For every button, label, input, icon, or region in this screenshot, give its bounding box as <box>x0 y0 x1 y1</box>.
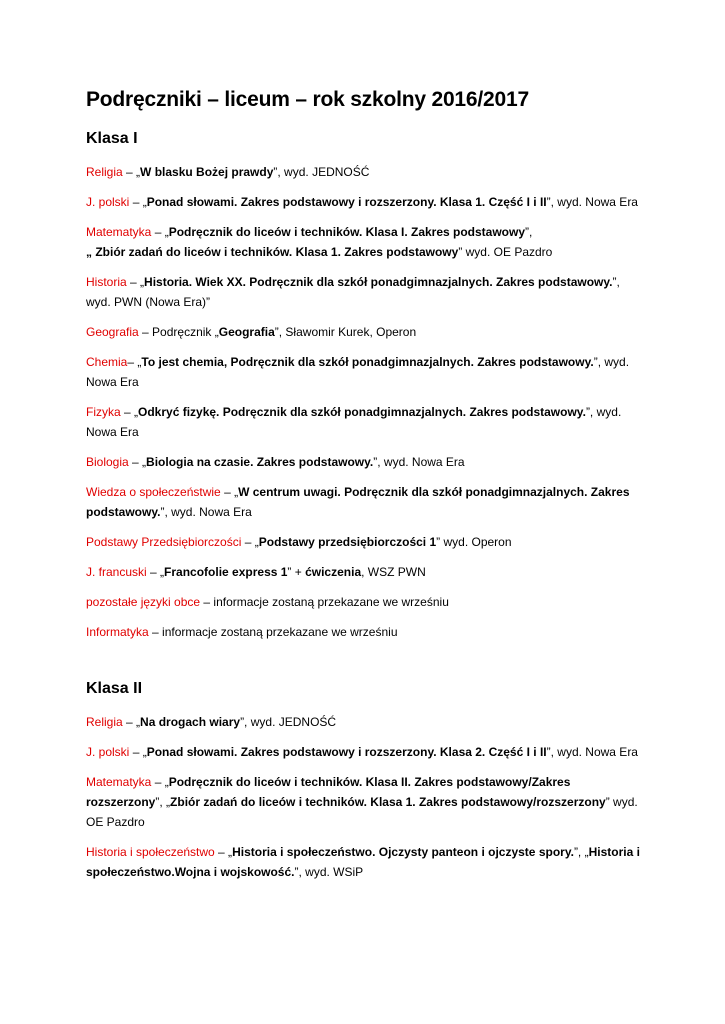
entry-historia-spoleczenstwo-2: Historia i społeczeństwo – „Historia i społeczeństwo. Ojczysty panteon i ojczyste spory.”, „Historia i społeczeństwo.Wojna i wojskowość.”, wyd. WSiP <box>86 845 640 879</box>
subject-label: Geografia <box>86 325 139 339</box>
book-title: ćwiczenia <box>305 565 362 579</box>
section-heading-klasa-2: Klasa II <box>86 680 143 697</box>
entry-polski-1: J. polski – „Ponad słowami. Zakres podstawowy i rozszerzony. Klasa 1. Część I i II”, wyd. Nowa Era <box>86 195 638 209</box>
book-title: Biologia na czasie. Zakres podstawowy. <box>146 455 374 469</box>
book-title: Ponad słowami. Zakres podstawowy i rozszerzony. Klasa 1. Część I i II <box>146 195 547 209</box>
book-title: Na drogach wiary <box>140 715 241 729</box>
entry-geografia-1: Geografia – Podręcznik „Geografia”, Sławomir Kurek, Operon <box>86 325 417 339</box>
entry-matematyka-2: Matematyka – „Podręcznik do liceów i techników. Klasa II. Zakres podstawowy/Zakres rozszerzony”, „Zbiór zadań do liceów i techników. Klasa 1. Zakres podstawowy/rozszerzony” wyd. OE Pazdro <box>86 775 638 829</box>
entry-matematyka-1: Matematyka – „Podręcznik do liceów i techników. Klasa I. Zakres podstawowy”, „ Zbiór zadań do liceów i techników. Klasa 1. Zakres podstawowy” wyd. OE Pazdro <box>86 225 553 259</box>
book-title: To jest chemia, Podręcznik dla szkół ponadgimnazjalnych. Zakres podstawowy. <box>141 355 594 369</box>
subject-label: Religia <box>86 715 123 729</box>
subject-label: J. polski <box>86 195 130 209</box>
book-title: Geografia <box>218 325 275 339</box>
entry-informatyka-1: Informatyka – informacje zostaną przekazane we wrześniu <box>86 625 398 639</box>
subject-label: Historia <box>86 275 127 289</box>
entry-religia-2: Religia – „Na drogach wiary”, wyd. JEDNOŚĆ <box>86 715 337 729</box>
book-title: Historia i społeczeństwo.Wojna i wojskowość. <box>86 845 640 879</box>
book-title: Ponad słowami. Zakres podstawowy i rozszerzony. Klasa 2. Część I i II <box>146 745 547 759</box>
subject-label: pozostałe języki obce <box>86 595 201 609</box>
subject-label: Matematyka <box>86 225 152 239</box>
entry-fizyka-1: Fizyka – „Odkryć fizykę. Podręcznik dla szkół ponadgimnazjalnych. Zakres podstawowy.”, wyd. Nowa Era <box>86 405 622 439</box>
book-title: W blasku Bożej prawdy <box>140 165 274 179</box>
book-title: Francofolie express 1 <box>164 565 288 579</box>
book-title: W centrum uwagi. Podręcznik dla szkół ponadgimnazjalnych. Zakres podstawowy. <box>86 485 630 519</box>
entry-jezyki-obce-1: pozostałe języki obce – informacje zostaną przekazane we wrześniu <box>86 595 449 609</box>
subject-label: Historia i społeczeństwo <box>86 845 215 859</box>
book-title: Podręcznik do liceów i techników. Klasa II. Zakres podstawowy/Zakres rozszerzony <box>86 775 571 809</box>
book-title: Odkryć fizykę. Podręcznik dla szkół ponadgimnazjalnych. Zakres podstawowy. <box>138 405 586 419</box>
subject-label: J. francuski <box>86 565 147 579</box>
book-title: „ Zbiór zadań do liceów i techników. Klasa 1. Zakres podstawowy <box>86 245 459 259</box>
subject-label: Informatyka <box>86 625 149 639</box>
subject-label: Podstawy Przedsiębiorczości <box>86 535 242 549</box>
subject-label: J. polski <box>86 745 130 759</box>
book-title: Zbiór zadań do liceów i techników. Klasa 1. Zakres podstawowy/rozszerzony <box>170 795 606 809</box>
subject-label: Religia <box>86 165 123 179</box>
entry-podstawy-przedsiebiorczosci-1: Podstawy Przedsiębiorczości – „Podstawy przedsiębiorczości 1” wyd. Operon <box>86 535 512 549</box>
book-title: Historia i społeczeństwo. Ojczysty panteon i ojczyste spory. <box>232 845 574 859</box>
subject-label: Matematyka <box>86 775 152 789</box>
book-title: Podstawy przedsiębiorczości 1 <box>258 535 437 549</box>
section-spacer <box>86 652 646 678</box>
section-heading-klasa-1: Klasa I <box>86 130 138 147</box>
subject-label: Biologia <box>86 455 129 469</box>
book-title: Historia. Wiek XX. Podręcznik dla szkół ponadgimnazjalnych. Zakres podstawowy. <box>144 275 613 289</box>
book-title: Podręcznik do liceów i techników. Klasa I. Zakres podstawowy <box>168 225 526 239</box>
subject-label: Wiedza o społeczeństwie <box>86 485 221 499</box>
subject-label: Fizyka <box>86 405 121 419</box>
entry-historia-1: Historia – „Historia. Wiek XX. Podręcznik dla szkół ponadgimnazjalnych. Zakres podstawowy.”, wyd. PWN (Nowa Era)” <box>86 275 620 309</box>
entry-wos-1: Wiedza o społeczeństwie – „W centrum uwagi. Podręcznik dla szkół ponadgimnazjalnych. Zakres podstawowy.”, wyd. Nowa Era <box>86 485 630 519</box>
entry-francuski-1: J. francuski – „Francofolie express 1” + ćwiczenia, WSZ PWN <box>86 565 426 579</box>
entry-chemia-1: Chemia– „To jest chemia, Podręcznik dla szkół ponadgimnazjalnych. Zakres podstawowy.”, wyd. Nowa Era <box>86 355 630 389</box>
document-page <box>86 86 646 892</box>
page-title: Podręczniki – liceum – rok szkolny 2016/2017 <box>86 88 529 111</box>
entry-biologia-1: Biologia – „Biologia na czasie. Zakres podstawowy.”, wyd. Nowa Era <box>86 455 465 469</box>
entry-polski-2: J. polski – „Ponad słowami. Zakres podstawowy i rozszerzony. Klasa 2. Część I i II”, wyd. Nowa Era <box>86 745 638 759</box>
subject-label: Chemia <box>86 355 128 369</box>
entry-religia-1: Religia – „W blasku Bożej prawdy”, wyd. JEDNOŚĆ <box>86 165 370 179</box>
